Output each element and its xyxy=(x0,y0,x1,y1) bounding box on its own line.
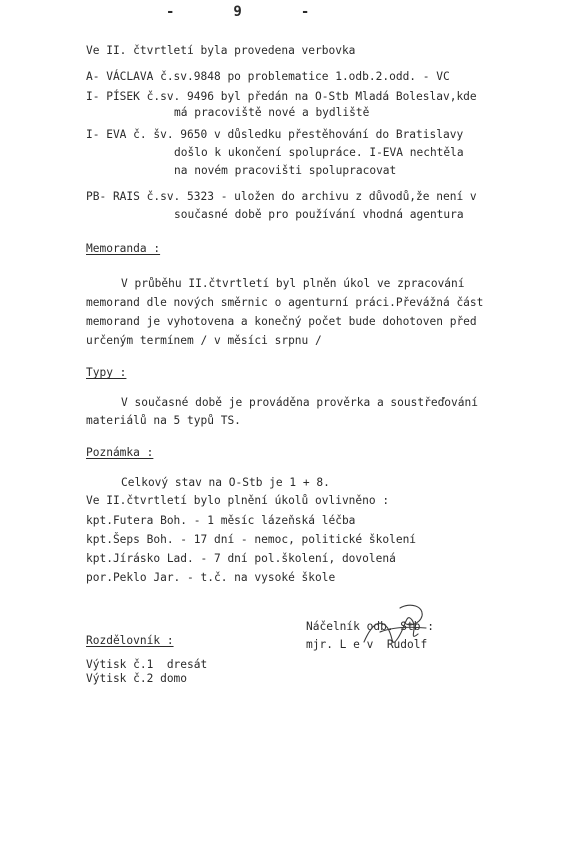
poznamka-line: kpt.Futera Boh. - 1 měsíc lázeňská léčba xyxy=(86,514,356,527)
memoranda-heading: Memoranda : xyxy=(86,242,161,255)
agent-pisek-cont: má pracoviště nové a bydliště xyxy=(174,106,370,119)
poznamka-line: Celkový stav na O-Stb je 1 + 8. xyxy=(121,476,330,489)
typy-line: V současné době je prováděna prověrka a soustřeďování xyxy=(121,396,478,409)
poznamka-heading: Poznámka : xyxy=(86,446,154,459)
distribution-line: Výtisk č.1 dresát xyxy=(86,658,208,671)
agent-pisek: I- PÍSEK č.sv. 9496 byl předán na O-Stb Mladá Boleslav,kde xyxy=(86,90,477,103)
page-number: - 9 - xyxy=(166,4,310,20)
distribution-line: Výtisk č.2 domo xyxy=(86,672,188,685)
memoranda-line: memorand dle nových směrnic o agenturní práci.Převážná část xyxy=(86,296,484,309)
agent-eva: I- EVA č. šv. 9650 v důsledku přestěhování do Bratislavy xyxy=(86,128,464,141)
agent-eva-cont1: došlo k ukončení spolupráce. I-EVA nechtěla xyxy=(174,146,464,159)
signature-title: Náčelník odb. Stb : xyxy=(306,620,434,633)
poznamka-line: Ve II.čtvrtletí bylo plnění úkolů ovlivněno : xyxy=(86,494,390,507)
typy-line: materiálů na 5 typů TS. xyxy=(86,414,241,427)
agent-rais: PB- RAIS č.sv. 5323 - uložen do archivu z důvodů,že není v xyxy=(86,190,477,203)
agent-vaclava: A- VÁCLAVA č.sv.9848 po problematice 1.odb.2.odd. - VC xyxy=(86,70,450,83)
typy-heading: Typy : xyxy=(86,366,127,379)
agent-eva-cont2: na novém pracovišti spolupracovat xyxy=(174,164,397,177)
poznamka-line: por.Peklo Jar. - t.č. na vysoké škole xyxy=(86,571,336,584)
poznamka-line: kpt.Šeps Boh. - 17 dní - nemoc, politické školení xyxy=(86,533,417,546)
memoranda-line: určeným termínem / v měsíci srpnu / xyxy=(86,334,322,347)
intro-line: Ve II. čtvrtletí byla provedena verbovka xyxy=(86,44,356,57)
memoranda-line: V průběhu II.čtvrtletí byl plněn úkol ve zpracování xyxy=(121,277,465,290)
poznamka-line: kpt.Jírásko Lad. - 7 dní pol.školení, dovolená xyxy=(86,552,396,565)
memoranda-line: memorand je vyhotovena a konečný počet bude dohotoven před xyxy=(86,315,477,328)
signature-name: mjr. L e v Rudolf xyxy=(306,638,428,651)
agent-rais-cont: současné době pro používání vhodná agentura xyxy=(174,208,464,221)
handwritten-signature xyxy=(360,598,430,658)
distribution-heading: Rozdělovník : xyxy=(86,634,174,647)
